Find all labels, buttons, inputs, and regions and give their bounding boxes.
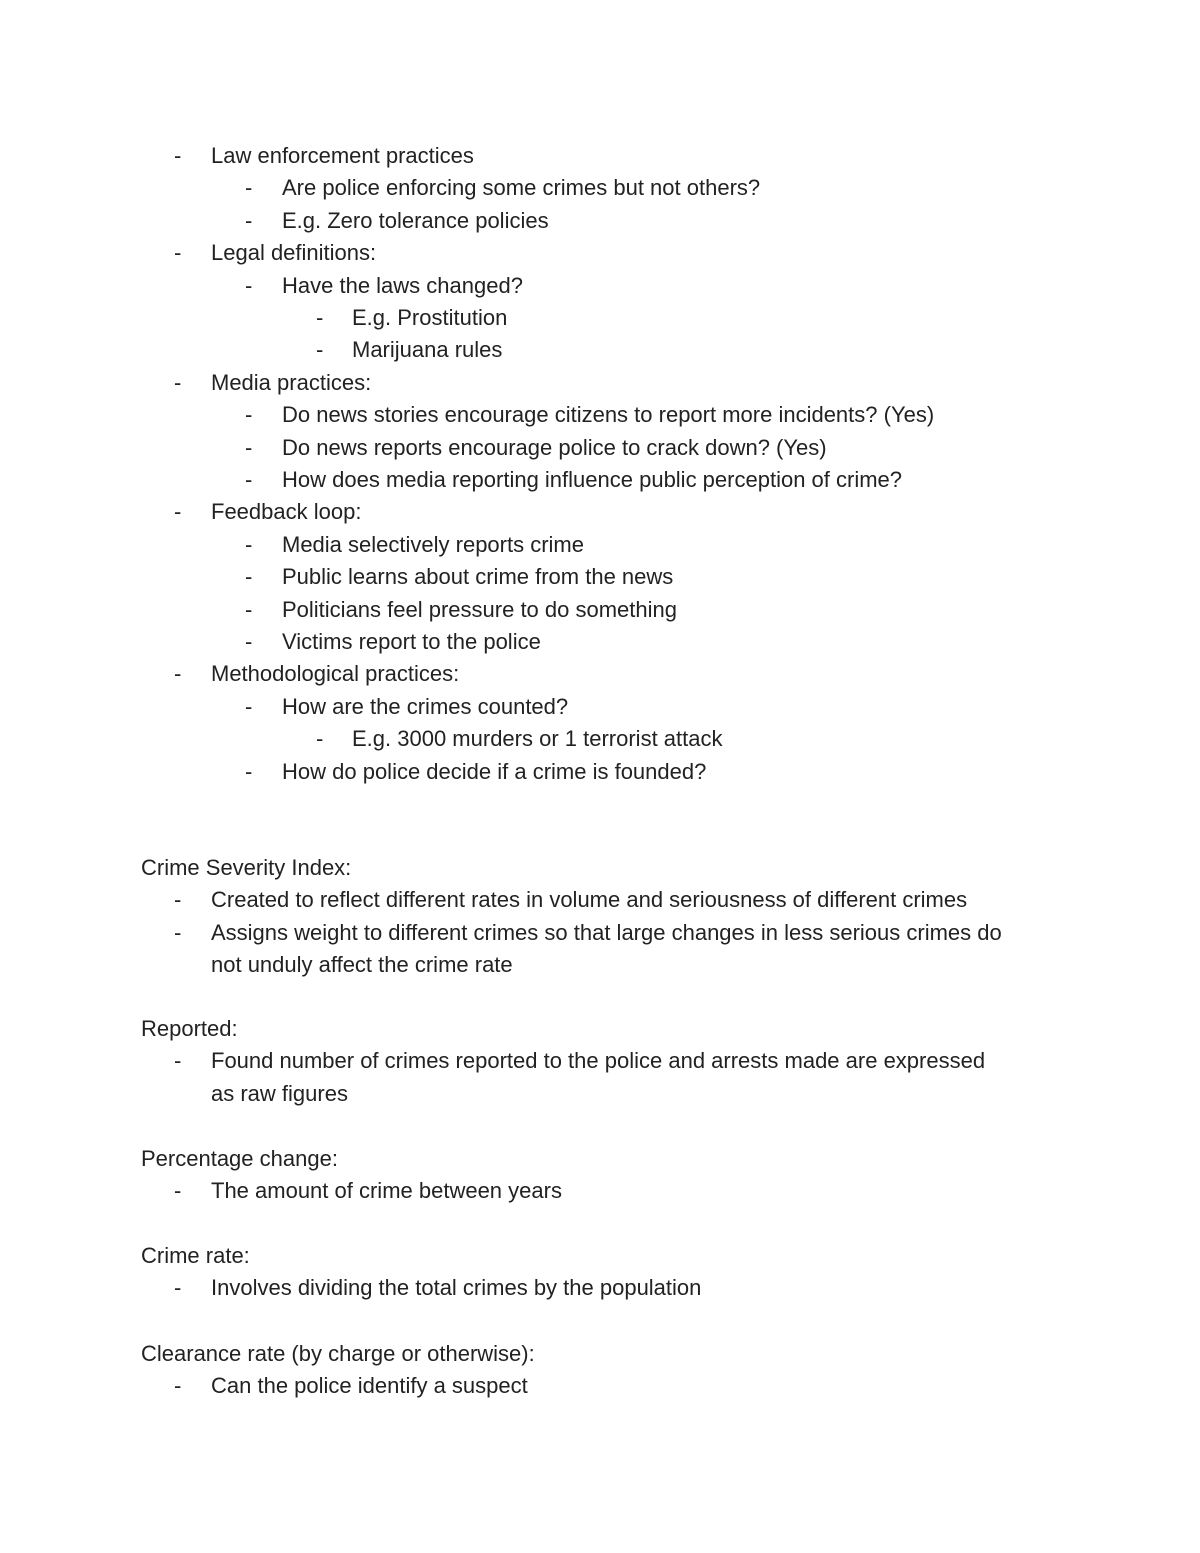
- section-heading: Crime Severity Index:: [141, 855, 352, 880]
- bullet-dash: -: [245, 402, 253, 428]
- bullet-dash: -: [174, 1048, 182, 1074]
- bullet-dash: -: [245, 531, 253, 557]
- bullet-dash: -: [174, 1178, 182, 1204]
- bullet-dash: -: [245, 693, 253, 719]
- bullet-dash: -: [174, 369, 182, 395]
- bullet-dash: -: [316, 337, 324, 363]
- outline-item: How do police decide if a crime is founded?: [282, 758, 707, 784]
- bullet-dash: -: [316, 726, 324, 752]
- outline-item: Do news reports encourage police to crack down? (Yes): [282, 434, 827, 460]
- bullet-dash: -: [245, 467, 253, 492]
- bullet-dash: -: [316, 305, 324, 330]
- outline-item: Public learns about crime from the news: [282, 564, 674, 590]
- bullet-dash: -: [245, 564, 253, 590]
- bullet-dash: -: [174, 1275, 182, 1301]
- bullet-dash: -: [174, 143, 182, 168]
- outline-item: Do news stories encourage citizens to report more incidents? (Yes): [282, 402, 935, 428]
- outline-item: Have the laws changed?: [282, 272, 523, 298]
- section-bullet-line: as raw figures: [211, 1080, 348, 1106]
- bullet-dash: -: [245, 207, 253, 233]
- bullet-dash: -: [245, 629, 253, 654]
- section-heading: Clearance rate (by charge or otherwise):: [141, 1341, 535, 1366]
- outline-item: Law enforcement practices: [211, 143, 474, 168]
- outline-item: Politicians feel pressure to do something: [282, 596, 677, 622]
- bullet-dash: -: [174, 499, 182, 525]
- outline-item: Media practices:: [211, 369, 372, 395]
- bullet-dash: -: [174, 887, 182, 913]
- section-bullet-line: The amount of crime between years: [211, 1178, 562, 1204]
- outline-item: Victims report to the police: [282, 629, 541, 654]
- outline-item: How are the crimes counted?: [282, 693, 569, 719]
- bullet-dash: -: [245, 175, 253, 201]
- section-bullet-line: Can the police identify a suspect: [211, 1373, 528, 1399]
- outline-item: Are police enforcing some crimes but not others?: [282, 175, 761, 201]
- bullet-dash: -: [245, 758, 253, 784]
- outline-item: E.g. Zero tolerance policies: [282, 207, 549, 233]
- section-bullet-line: not unduly affect the crime rate: [211, 952, 513, 978]
- section-heading: Percentage change:: [141, 1146, 338, 1171]
- bullet-dash: -: [245, 272, 253, 298]
- section-heading: Reported:: [141, 1016, 238, 1041]
- bullet-dash: -: [174, 661, 182, 687]
- bullet-dash: -: [174, 240, 182, 266]
- outline-item: E.g. Prostitution: [352, 305, 508, 330]
- outline-item: Legal definitions:: [211, 240, 377, 266]
- outline-item: Feedback loop:: [211, 499, 362, 525]
- outline-item: Methodological practices:: [211, 661, 460, 687]
- outline-item: Marijuana rules: [352, 337, 503, 363]
- outline-item: Media selectively reports crime: [282, 531, 584, 557]
- bullet-dash: -: [174, 1373, 182, 1399]
- section-bullet-line: Involves dividing the total crimes by the population: [211, 1275, 702, 1301]
- bullet-dash: -: [174, 919, 182, 945]
- section-heading: Crime rate:: [141, 1243, 250, 1268]
- bullet-dash: -: [245, 434, 253, 460]
- section-bullet-line: Assigns weight to different crimes so that large changes in less serious crimes do: [211, 919, 1002, 945]
- outline-item: How does media reporting influence public perception of crime?: [282, 467, 903, 492]
- section-bullet-line: Created to reflect different rates in volume and seriousness of different crimes: [211, 887, 968, 913]
- bullet-dash: -: [245, 596, 253, 622]
- outline-item: E.g. 3000 murders or 1 terrorist attack: [352, 726, 723, 752]
- section-bullet-line: Found number of crimes reported to the police and arrests made are expressed: [211, 1048, 986, 1074]
